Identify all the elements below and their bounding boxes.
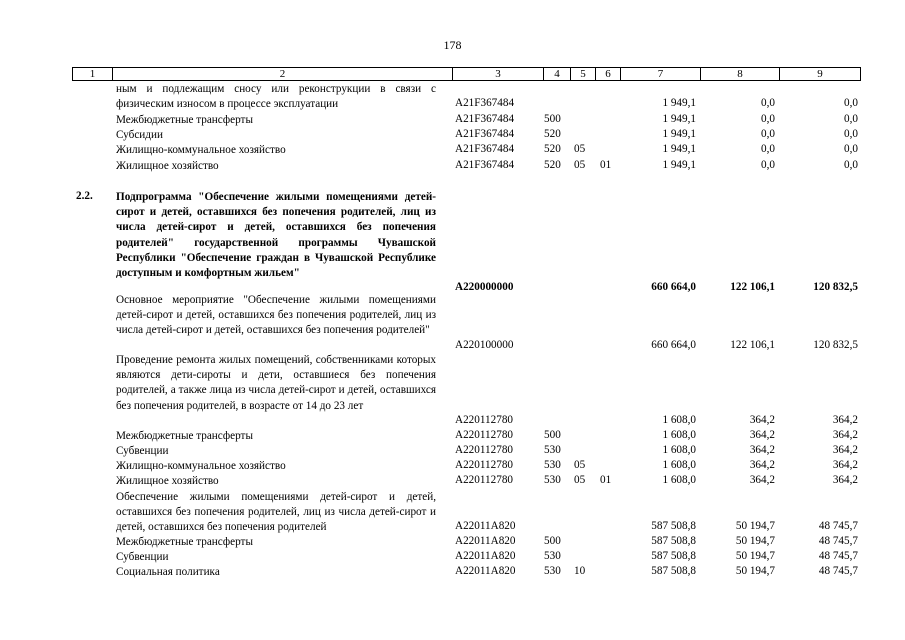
amount-col-9: 364,2 xyxy=(832,474,858,486)
subsection: 01 xyxy=(600,474,612,486)
row-name: Жилищно-коммунальное хозяйство xyxy=(116,460,286,472)
target-code: A22011A820 xyxy=(455,565,516,577)
amount-col-8: 50 194,7 xyxy=(735,565,775,577)
target-code: A220112780 xyxy=(455,444,514,456)
amount-col-8: 0,0 xyxy=(761,113,775,125)
target-code: A22011A820 xyxy=(455,520,516,533)
expense-type: 520 xyxy=(544,128,561,140)
header-col-5: 5 xyxy=(571,68,596,80)
amount-col-9: 364,2 xyxy=(832,459,858,471)
row-name: Обеспечение жилыми помещениями детей-сирот и детей, оставшихся без попечения родителей, лиц из числа детей-сирот и детей, оставшихся без попечения родителей xyxy=(116,491,436,534)
amount-col-7: 1 949,1 xyxy=(662,143,696,155)
target-code: A220112780 xyxy=(455,429,514,441)
amount-col-7: 587 508,8 xyxy=(651,520,696,533)
row-name: Межбюджетные трансферты xyxy=(116,114,253,126)
amount-col-8: 122 106,1 xyxy=(730,281,775,294)
expense-type: 500 xyxy=(544,113,561,125)
target-code: A220112780 xyxy=(455,474,514,486)
expense-type: 530 xyxy=(544,444,561,456)
row-name: Жилищно-коммунальное хозяйство xyxy=(116,144,286,156)
row-name: Межбюджетные трансферты xyxy=(116,430,253,442)
row-name: Жилищное хозяйство xyxy=(116,160,219,172)
target-code: A21F367484 xyxy=(455,128,515,140)
target-code: A21F367484 xyxy=(455,97,515,110)
row-name: Субсидии xyxy=(116,129,163,141)
amount-col-8: 364,2 xyxy=(749,474,775,486)
expense-type: 500 xyxy=(544,429,561,441)
amount-col-9: 364,2 xyxy=(832,444,858,456)
section: 05 xyxy=(574,459,586,471)
target-code: A22011A820 xyxy=(455,550,516,562)
amount-col-9: 364,2 xyxy=(832,429,858,441)
amount-col-7: 1 949,1 xyxy=(662,113,696,125)
expense-type: 530 xyxy=(544,474,561,486)
row-name: Социальная политика xyxy=(116,566,220,578)
amount-col-8: 0,0 xyxy=(761,159,775,171)
amount-col-8: 364,2 xyxy=(749,459,775,471)
header-col-2: 2 xyxy=(113,68,453,80)
amount-col-9: 48 745,7 xyxy=(818,565,858,577)
amount-col-9: 48 745,7 xyxy=(818,520,858,533)
expense-type: 530 xyxy=(544,565,561,577)
amount-col-8: 50 194,7 xyxy=(735,535,775,547)
amount-col-7: 1 608,0 xyxy=(662,459,696,471)
amount-col-9: 48 745,7 xyxy=(818,550,858,562)
amount-col-7: 1 949,1 xyxy=(662,159,696,171)
expense-type: 530 xyxy=(544,550,561,562)
row-name: Проведение ремонта жилых помещений, собственниками которых являются дети-сироты и дети, оставшиеся без попечения родителей, а также лица из числа детей-сирот и детей, оставшихся без попечения родителей, в возрасте от 14 до 23 лет xyxy=(116,354,436,412)
amount-col-9: 0,0 xyxy=(844,128,858,140)
amount-col-7: 587 508,8 xyxy=(651,565,696,577)
amount-col-7: 1 608,0 xyxy=(662,474,696,486)
target-code: A220100000 xyxy=(455,338,514,351)
row-name: Субвенции xyxy=(116,445,169,457)
amount-col-8: 0,0 xyxy=(761,128,775,140)
target-code: A21F367484 xyxy=(455,113,515,125)
section: 05 xyxy=(574,474,586,486)
row-name: ным и подлежащим сносу или реконструкции в связи с физическим износом в процессе эксплуатации xyxy=(116,83,436,111)
amount-col-8: 50 194,7 xyxy=(735,550,775,562)
header-col-7: 7 xyxy=(621,68,701,80)
section: 05 xyxy=(574,143,586,155)
header-col-3: 3 xyxy=(453,68,544,80)
target-code: A21F367484 xyxy=(455,143,515,155)
amount-col-8: 0,0 xyxy=(761,97,775,110)
amount-col-9: 120 832,5 xyxy=(813,338,858,351)
row-name: Межбюджетные трансферты xyxy=(116,536,253,548)
amount-col-8: 364,2 xyxy=(749,444,775,456)
amount-col-8: 122 106,1 xyxy=(730,338,775,351)
amount-col-7: 1 949,1 xyxy=(662,97,696,110)
amount-col-9: 120 832,5 xyxy=(813,281,858,294)
subsection: 01 xyxy=(600,159,612,171)
header-col-8: 8 xyxy=(701,68,780,80)
amount-col-7: 1 949,1 xyxy=(662,128,696,140)
target-code: A22011A820 xyxy=(455,535,516,547)
expense-type: 520 xyxy=(544,159,561,171)
row-name: Жилищное хозяйство xyxy=(116,475,219,487)
page-number: 178 xyxy=(443,38,462,52)
header-col-1: 1 xyxy=(73,68,113,80)
amount-col-8: 364,2 xyxy=(749,413,775,426)
amount-col-7: 660 664,0 xyxy=(651,338,696,351)
amount-col-7: 660 664,0 xyxy=(651,281,696,294)
amount-col-7: 1 608,0 xyxy=(662,429,696,441)
amount-col-9: 0,0 xyxy=(844,113,858,125)
target-code: A220000000 xyxy=(455,281,514,294)
target-code: A220112780 xyxy=(455,413,514,426)
amount-col-8: 364,2 xyxy=(749,429,775,441)
row-name: Подпрограмма "Обеспечение жилыми помещениями детей-сирот и детей, оставшихся без попечения родителей, лиц из числа детей-сирот и детей, оставшихся без попечения родителей" государственной программы Чувашской Республики "Обеспечение граждан в Чувашской Республике доступным и комфортным жильем" xyxy=(116,191,436,280)
expense-type: 530 xyxy=(544,459,561,471)
header-col-9: 9 xyxy=(817,68,823,80)
row-name: Субвенции xyxy=(116,551,169,563)
amount-col-7: 587 508,8 xyxy=(651,535,696,547)
amount-col-7: 1 608,0 xyxy=(662,413,696,426)
amount-col-7: 587 508,8 xyxy=(651,550,696,562)
table-header xyxy=(72,67,861,81)
section: 10 xyxy=(574,565,586,577)
header-col-4: 4 xyxy=(544,68,571,80)
amount-col-9: 0,0 xyxy=(844,143,858,155)
amount-col-9: 0,0 xyxy=(844,159,858,171)
amount-col-8: 50 194,7 xyxy=(735,520,775,533)
amount-col-9: 48 745,7 xyxy=(818,535,858,547)
expense-type: 520 xyxy=(544,143,561,155)
row-number: 2.2. xyxy=(76,190,93,202)
target-code: A220112780 xyxy=(455,459,514,471)
section: 05 xyxy=(574,159,586,171)
target-code: A21F367484 xyxy=(455,159,515,171)
row-name: Основное мероприятие "Обеспечение жилыми помещениями детей-сирот и детей, оставшихся без попечения родителей, лиц из числа детей-сирот и детей, оставшихся без попечения родителей" xyxy=(116,294,436,337)
expense-type: 500 xyxy=(544,535,561,547)
amount-col-9: 364,2 xyxy=(832,413,858,426)
header-col-6: 6 xyxy=(596,68,621,80)
amount-col-7: 1 608,0 xyxy=(662,444,696,456)
amount-col-8: 0,0 xyxy=(761,143,775,155)
amount-col-9: 0,0 xyxy=(844,97,858,110)
